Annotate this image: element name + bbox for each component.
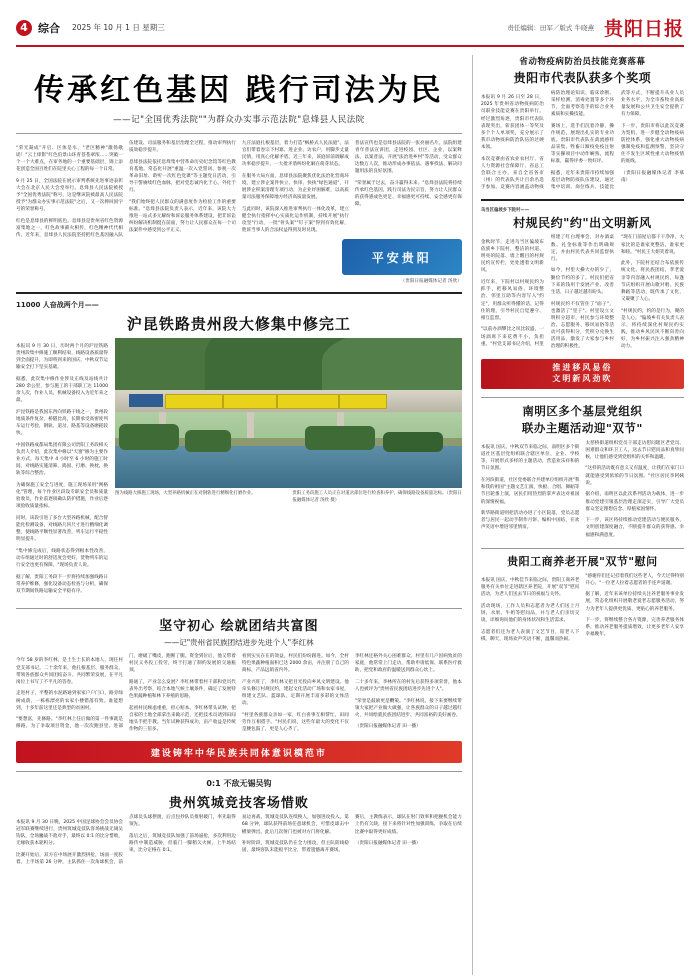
paragraph: 志愿者们还为老人表演了文艺节目，陪老人下棋、聊天，现场欢声笑语不断，温馨而热闹。	[480, 629, 580, 643]
ethnic-unity-banner	[16, 741, 462, 763]
paragraph: 村规民约不仅管住了"面子"，也激活了"里子"。村里设立文明积分超市，村民参与环境整治、志愿服务、移风易俗等活动可获得积分，凭积分兑换生活用品，激发了大家参与乡村治理的积极性。	[550, 301, 614, 350]
railway-kicker: 11000 人奋战两个月——	[16, 301, 99, 310]
football-body	[16, 814, 462, 866]
paragraph: 赛后，主教练表示，球队在射门效率和把握机会能力上仍有欠缺，接下来将针对性加强训练，争取在后续比赛中取得更好成绩。	[354, 815, 462, 835]
paragraph: 在河滨街道，社区党委联合共建单位组织开展"我和我的祖国"主题文艺汇演，快板、合唱、舞蹈等节目轮番上演，居民们用热烈的掌声表达对祖国的深情祝福。	[480, 478, 580, 505]
paragraph: "村规民约，约的是行为，聚的是人心。"偏坡乡有关负责人表示，将持续深化村规民约实践，推动乡风民风不断向善向好，为乡村振兴注入强劲精神动力。	[620, 308, 684, 350]
photo-vegetation	[305, 426, 375, 450]
elderly-article	[481, 555, 684, 646]
photo-vegetation	[383, 432, 443, 452]
photo-vegetation	[119, 424, 179, 450]
railway-body-left	[16, 338, 108, 600]
photo-train-car	[277, 394, 339, 409]
paragraph: 太慈桥街道组织党员干部走访慰问辖区老党员、困难群众和环卫工人，送去节日慰问品和真挚问候，让他们感受到党组织的关怀和温暖。	[585, 440, 684, 460]
paragraph: 补时阶段，筑城竞技队仍在全力围攻，但主队防线稳固，最终客队未能扳平比分，带着遗憾离开赛场。	[241, 841, 349, 854]
paragraph: 沪昆铁路是我国东西向铁路干线之一，贵州段地质条件复杂，桥隧比高，长期承受高密度列车运行考验，钢轨、道岔、路基等设备磨耗较快。	[16, 409, 108, 437]
photo-caption-left: 图为线路大修施工现场，大型养路机械正在对钢轨进行精细化打磨作业。	[115, 491, 256, 497]
paragraph: 中国铁路成都局集团有限公司贵阳工务段相关负责人介绍，此次集中修以"天窗"修为主要作业方式，每天集中 4 小时至 6 小时的施工时间，对线路实施清筛、捣固、打磨、换枕、换轨等综合整治。	[16, 442, 108, 477]
paragraph: "村里各族群众亲如一家，红白喜事互相帮忙，田间劳作互相搭手。"村民们说，这些年最大的变化不仅是腰包鼓了，更是人心齐了。	[241, 712, 349, 732]
party-body	[16, 653, 462, 735]
railway-article	[16, 300, 462, 600]
banner-line-1: 推进移风易俗	[552, 362, 613, 372]
paragraph: 赛场上，选手们沉着冷静、操作规范，展现出扎实的专业功底。贵阳市代表队在禽流感样品采集、牲畜口蹄疫免疫注射等实操项目中动作娴熟、流程标准，赢得评委一致好评。	[550, 123, 614, 165]
lead-body	[16, 140, 462, 239]
paragraph: 下一步，将继续整合各方资源，完善养老服务体系，推动养老服务提质增效，让更多老年人安享幸福晚年。	[585, 618, 684, 638]
paragraph: 息烽县法院依托息烽集中营革命历史纪念馆等红色教育基地，常态化开展"重温一次入党誓词、参观一次革命旧址、聆听一次红色党课"等主题党日活动，引导干警赓续红色血脉，把对党忠诚内化于心、外化于行。	[128, 159, 236, 194]
publication-date: 2025 年 10 月 1 日 星期三	[72, 23, 165, 32]
veterinary-kicker: 省动物疫病防治员技能竞赛落幕	[519, 57, 646, 67]
photo-train-car	[339, 394, 387, 409]
banner-line-2: 文明新风劲吹	[552, 373, 613, 383]
paragraph: 据了解，贵阳工务段下一步将持续加强线路日常养护维修，强化设备动态检查与分析，确保双节期间铁路运输安全平稳有序。	[16, 574, 108, 595]
paragraph: 如今，村里大操大办的少了，勤俭节约的多了。村民们把省下来的钱用于发展产业、改善生活，日子越过越有盼头。	[550, 268, 614, 295]
football-title: 贵州筑城竞技客场惜败	[168, 796, 309, 812]
paragraph: "集中修完成后，线路状态得到根本性改善，动车组通过时的舒适度会更好，货物列车的运行安全也更有保障。"现场负责人说。	[16, 548, 108, 569]
paragraph: 易边再战，筑城竞技队连续换人，加强进攻投入。第 68 分钟，球队获得前场任意球机会，可惜皮球击中横梁弹出。此后几次射门也被对方门将化解。	[241, 815, 349, 835]
photo-caption-right: 贵阳工务段施工人员正在对道岔部位进行检查和养护，确保线路设备质量达标。（贵阳日报融媒体记者 汤欣 摄）	[292, 491, 462, 503]
paragraph: "这样的活动既有意义又有温度，让我们在家门口就能感受到浓浓的节日氛围。"社区居民李阿姨说。	[585, 466, 684, 486]
paragraph: 据悉，此次集中修作业涉及正线及站线共计 280 余公里，参与施工的干部职工达 11000 余人次，作业人员、机械设备投入为近年来之最。	[16, 376, 108, 404]
party-subtitle: ——记"贵州省民族团结进步先进个人"李红林	[164, 637, 314, 647]
paragraph: "要想富，先修路。"李红林上任后做的第一件事就是修路。为了争取项目资金，他一次次跑县里、进部门，磨破了嘴皮，跑断了腿。资金到位后，他又带着村民义务投工投劳，终于打通了制约发展的交通瓶颈。	[16, 653, 236, 730]
page-number: 4	[16, 20, 32, 36]
photo-train-car	[223, 394, 277, 409]
divider	[481, 397, 684, 398]
paragraph: 本报讯 国庆、中秋佳节来临之际，贵阳工商养老服务有关单位走进辖区养老院，开展"双节"慰问活动，为老人们送去节日的祝福与关怀。	[480, 578, 580, 598]
paragraph: 看到实实在在的效益，村民们纷纷跟进。如今，全村特色果蔬种植面积已达 2000 余亩，并注册了自己的商标，产品远销省内外。	[241, 653, 349, 674]
football-article	[16, 778, 462, 866]
paper-logo: 贵阳日报	[603, 18, 684, 40]
paragraph: "以前办酒攀比之风比较盛，一场酒席下来花费不小，负担重。"村党支部书记介绍，村里组建了红白理事会，对办酒桌数、礼金标准等作出明确规定，并由村民代表共同监督执行。	[480, 235, 614, 347]
paragraph: 路通了，产业怎么发展？李红林带着村干部和党员代表外出考察，结合本地气候土壤条件，确定了发展特色果蔬种植和林下养殖的思路。	[128, 679, 236, 699]
elderly-title: 贵阳工商养老开展"双节"慰问	[507, 554, 658, 568]
paragraph: 本报讯 9 月 26 日至 28 日，2025 年贵州省动物疫病防治员职业技能竞赛在贵阳举行。经过激烈角逐，贵阳市代表队表现突出，斩获团体一等奖及多个个人单项奖，充分展示了我市动物疫病防治队伍的过硬本领。	[480, 95, 544, 151]
masthead	[16, 14, 684, 47]
pingan-guiyang-logo	[342, 239, 462, 275]
page-columns	[16, 55, 684, 975]
elderly-body	[481, 573, 684, 646]
paragraph: 红色是息烽县的鲜明底色。息烽县是贵州省红色资源富集地之一，红色故事薪火相传，红色精神代代相传。近年来，息烽县人民法院坚持把红色基因融入队伍建设、司法服务和基层治理全过程，推动审判执行质效稳步提升。	[16, 141, 236, 238]
party-title: 坚守初心 绘就团结共富图	[159, 618, 319, 634]
veterinary-article	[481, 57, 684, 191]
paragraph: "荣光凝成"开启、区体是水，"老区精神"激扬歌谣！"云上烽影"红色伯景山环青苍苍翠浓……突破一个一个大难点，在审务地的一个重要基础层，锦上添花创造全国百姓们在院里关心工程的每一个日常。	[16, 145, 123, 172]
civility-banner	[481, 359, 684, 389]
football-score: 0:1 不敌无锡吴钩	[206, 779, 272, 789]
village-body	[481, 234, 684, 352]
paragraph: 近年来，下院村以村规民约为抓手，把移风易俗、环境整治、邻里互助等内容写入"约定"，用群众听得懂的话、记得住的理，引导村民自觉遵守、相互监督。	[480, 280, 544, 321]
paragraph: 二十多年来，李林所在的村先后获得多项荣誉，他本人也被评为"贵州省民族团结进步先进个人"。	[354, 679, 462, 692]
paragraph: 金秋时节，走进乌当区偏坡布依族乡下院村，整洁的村道、明亮的院落、墙上醒目的村规民约宣传栏，处处透着文明新风。	[480, 240, 544, 274]
paragraph: 下一步，该区将持续推动党建活动与便民服务、文明创建深度融合，不断提升群众的获得感、幸福感和满意度。	[585, 518, 684, 538]
paragraph: 九庄法庭扎根基层，着力打造"枫桥式人民法庭"。法官们带着卷宗下村寨、进企业、访农户，用脚步丈量民情，用真心化解矛盾。近三年来，该庭诉前调解成功率稳步提升，一大批矛盾纠纷化解在萌芽状态。	[241, 141, 349, 168]
paragraph: 据了解，近年来该单位持续关注养老服务事业发展，常态化组织开展敬老爱老志愿服务活动，努力为老年人提供更优质、更贴心的养老服务。	[585, 592, 684, 612]
branch-title-line-1: 南明区多个基层党组织	[522, 403, 643, 418]
paragraph: 此外，下院村还结合布依族传统文化，将民族团结、孝老爱亲等内容融入村规民约，每逢节庆组织开展山歌对唱、民族舞蹈等活动，既传承了文化，又凝聚了人心。	[620, 261, 684, 302]
photo-train-car	[165, 394, 223, 409]
divider	[16, 771, 462, 772]
paragraph: 为确保施工安全与进度，施工现场采用"网格化"管理，每个作业区段设专职安全员和质量验收员，作业前逐项确认防护措施，作业后逐项验收质量指标。	[16, 482, 108, 510]
divider	[16, 292, 462, 294]
paragraph: "现在门前屋后都干干净净，大家比的是谁家更整洁、谁家更和睦。"村民王大姐笑着说。	[620, 235, 684, 255]
paragraph: 9 月 25 日，全国法院在展示审判系统先进事迹表彰大会在北京人民大会堂举行。息烽县人民法院被授予"全国优秀法院"称号，这是继该院被最高人民法院授予"为群众办实事示范法院"之后，又一次捧回国字号的荣誉称号。	[16, 178, 123, 213]
paragraph: 据介绍，南明区以此次系列活动为载体，进一步推动党建引领基层治理走深走实，引导广大党员群众坚定理想信念、厚植家国情怀。	[585, 492, 684, 512]
paragraph: （贵阳日报融媒体记者 田一播）	[354, 724, 421, 730]
left-section	[16, 55, 462, 975]
paragraph: 据悉，近年来贵阳市持续加强基层动物防疫队伍建设，通过集中培训、岗位练兵、技能比武等方式，不断提升从业人员业务水平，为全市畜牧业高质量发展和公共卫生安全提供了有力保障。	[550, 90, 684, 191]
lead-subhead: ——记"全国优秀法院""为群众办实事示范法院"息烽县人民法院	[113, 115, 365, 125]
paragraph: 活动现场，工作人员和志愿者为老人们送上月饼、水果、牛奶等慰问品，并与老人们亲切交谈，详细询问他们的身体状况和生活需求。	[480, 604, 580, 624]
masthead-left	[16, 20, 165, 36]
photo-water	[115, 446, 462, 488]
paragraph: （贵阳日报融媒体记者 田一播）	[354, 841, 421, 847]
paragraph: （贵阳日报融媒体记者 李慕南）	[620, 170, 684, 184]
railway-title: 沪昆铁路贵州段大修集中修完工	[126, 315, 351, 334]
railway-photo	[115, 338, 462, 488]
paragraph: "荣誉属于过去，奋斗赢得未来。"息烽县法院将持续传承红色基因，践行司法为民宗旨，努力让人民群众的获得感成色更足、幸福感更可持续、安全感更有保障。	[354, 181, 462, 208]
paragraph: 在服务大局方面，息烽县法院聚焦优化法治化营商环境，建立涉企案件快立、快审、快执"绿色通道"，开展涉企积案清理专项行动，为企业纾困解难，以高质量司法服务保障地方经济高质量发展。	[241, 174, 349, 201]
divider	[481, 548, 684, 549]
lead-byline: （贵阳日报融媒体记者 汤欣）	[400, 279, 462, 285]
banner-label: 建设铸牢中华民族共同体意识模范市	[150, 748, 327, 759]
paragraph: "荣誉是鼓励更是鞭策。"李红林说，接下来要继续带领大家把产业做大做强，让各族群众的日子越过越红火，共同绘就民族团结进步、共同富裕的美好画卷。	[354, 698, 462, 718]
paragraph: 本次竞赛由省农业农村厅、省人力资源社会保障厅、省总工会联合主办，来自全省各市（州）的代表队共计百余名选手参加。竞赛内容涵盖动物疫病防治理论知识、临床诊断、采样检测、消毒处置等多个环节，全面考察选手的综合业务素质和实操技能。	[480, 90, 614, 191]
paragraph: 普法宣传也是息烽县法院的一张亮丽名片。法院组建青年普法宣讲团，走进校园、社区、企业，以案释法、以案普法，开展"法治进乡村"等活动，受众群众达数万人次，推动形成办事依法、遇事找法、解决问题用法的良好氛围。	[354, 141, 462, 175]
section-name: 综合	[38, 21, 60, 35]
paragraph: 李红林还格外关心困难群众。村里有几户因病致贫的家庭，他常常上门走访，帮助申请低保、联系医疗救助，把党和政府的温暖送到群众心坎上。	[354, 653, 462, 674]
divider	[481, 199, 684, 201]
lead-headline: 传承红色基因 践行司法为民	[34, 73, 444, 108]
lead-article	[16, 65, 462, 284]
photo-hill	[322, 338, 462, 394]
branch-body	[481, 440, 684, 540]
paragraph: 本报讯 9 月 30 日晚，2025 中国足球协会会员协会冠军联赛继续进行，贵州筑城竞技队客场挑战无锡吴钩队，全场鏖战不敌对手，最终以 0:1 的比分惜败，无缘收获本轮积分。	[16, 819, 123, 847]
branch-title-line-2: 联办主题活动迎"双节"	[521, 421, 643, 436]
photo-vegetation	[185, 430, 231, 452]
paragraph: "我们始终把人民群众的满意度作为检验工作的重要标准。"息烽县法院负责人表示，近年来，该院大力推进一站式多元解纷和诉讼服务体系建设，把非诉讼纠纷解决机制挺在前面，努力让人民群众在每一个司法案件中感受到公平正义。	[128, 199, 236, 234]
village-title: 村规民约"约"出文明新风	[513, 216, 652, 231]
paragraph: 本报讯 9 月 30 日，历时两个月的沪昆铁路贵州段集中修施工顺利结束，线路设备质量得到全面提升，为即将到来的国庆、中秋双节运输安全打下坚实基础。	[16, 343, 108, 371]
paragraph: 下一步，贵阳市将以此次竞赛为契机，进一步健全动物疫病防控体系，强化重大动物疫病强制免疫和监测预警，坚决守住不发生区域性重大动物疫情的底线。	[620, 123, 684, 165]
editors-credit: 责任编辑：田军／版式 牛晓燕	[507, 24, 594, 32]
paragraph: 新华路街道则把活动办进了小区院落，党员志愿者与居民一起动手制作月饼、编织中国结，在欢声笑语中增进邻里情谊。	[480, 511, 580, 531]
pingan-guiyang-label: 平安贵阳	[371, 250, 432, 265]
paragraph: 本报讯 国庆、中秋双节来临之际，南明区多个街道社区基层党组织联合辖区单位、企业、学校等，开展形式多样的主题活动，营造欢乐祥和的节日氛围。	[480, 445, 580, 472]
veterinary-body	[481, 90, 684, 192]
party-article	[16, 615, 462, 763]
village-article	[481, 207, 684, 388]
right-section	[472, 55, 684, 975]
paragraph: 走进村子，平整的水泥路通到家家户户门口，路旁绿树成荫，一栋栋漂亮的农家小楼错落有致。谁能想到，十多年前这里还是典型的贫困村。	[16, 691, 123, 711]
paragraph: 同时，该段引进了多台大型养路机械，配合智能化检测设备，对线路几何尺寸进行精细化调整，使线路平顺性显著改善，列车运行平稳性明显提升。	[16, 515, 108, 543]
branch-article	[481, 404, 684, 540]
paragraph: 比赛开始后，双方在中场展开激烈拼抢，场面一度胶着。上半场第 26 分钟，主队抓住一次角球机会，前点球员头球摆渡，后点包抄队员推射破门，率先取得领先。	[16, 815, 236, 866]
village-kicker: 乌当区偏坡乡下院村——	[480, 208, 530, 214]
photo-train-car	[129, 394, 163, 407]
divider	[16, 133, 462, 134]
paragraph: 今年 58 岁的李红林，是土生土长的本地人，现任村党支部书记。二十余年来，他扎根基层、服务群众，带领各族群众共同团结奋斗、共同繁荣发展，在平凡岗位上书写了不平凡的答卷。	[16, 658, 123, 685]
paragraph: 产业兴旺了，李红林又把目光投向乡风文明建设。他牵头修订村规民约，建起文化活动广场和农家书屋，组建文艺队、篮球队，定期开展丰富多彩的文体活动。	[241, 679, 349, 707]
paragraph: 起初村民顾虑重重，担心赔本。李红林带头试种，把自家的土地全部拿出来做示范，还把技术员请到田间地头手把手教。当年试种获得成功，亩产收益是传统作物的三倍多。	[128, 705, 236, 732]
paragraph: 与此同时，该院深入推进审判执行一体化改革，建立健全执行指挥中心实质化运作机制，持续开展"执行攻坚"行动，一批"骨头案""钉子案"得到有效化解，胜诉当事人的合法权益得到及时兑现。	[241, 207, 349, 234]
veterinary-title: 贵阳市代表队获多个奖项	[513, 71, 652, 86]
masthead-right	[507, 14, 684, 41]
paragraph: 落后之后，筑城竞技队加强了前场逼抢，多次利用边路传中制造威胁，但临门一脚稍欠火候。上半场结束，比分定格在 0:1。	[128, 834, 236, 854]
paragraph: "感谢你们还记挂着我们这些老人，今天过得特别开心。"一位老人拉着志愿者的手连声道谢。	[585, 573, 684, 586]
divider	[16, 608, 462, 609]
